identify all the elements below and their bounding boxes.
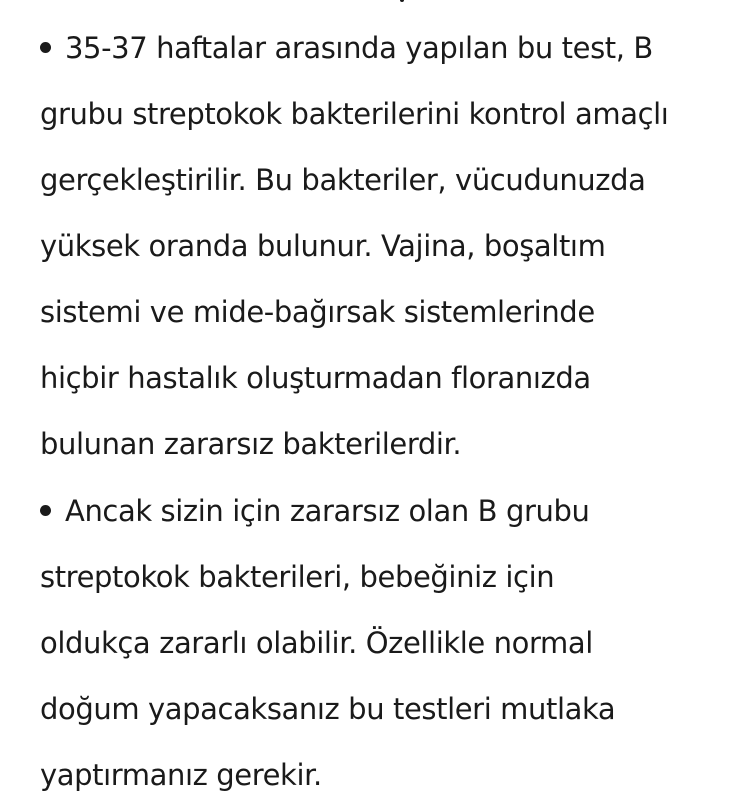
bullet-icon (40, 42, 51, 53)
paragraph-1-line-3: gerçekleştirilir. Bu bakteriler, vücudunuzda (40, 163, 646, 197)
paragraph-1-line-4: yüksek oranda bulunur. Vajina, boşaltım (40, 229, 606, 263)
paragraph-2-line-2: streptokok bakterileri, bebeğiniz için (40, 560, 555, 594)
paragraph-2-line-4: doğum yapacaksanız bu testleri mutlaka (40, 692, 616, 726)
bullet-icon (40, 505, 51, 516)
paragraph-1-line-1 (40, 15, 653, 81)
paragraph-2-line-5: yaptırmanız gerekir. (40, 758, 322, 792)
paragraph-1-line-5: sistemi ve mide-bağırsak sistemlerinde (40, 295, 595, 329)
line-text: 35-37 haftalar arasında yapılan bu test, B (65, 31, 653, 65)
paragraph-2-line-1 (40, 478, 589, 544)
paragraph-1-line-6: hiçbir hastalık oluşturmadan floranızda (40, 361, 591, 395)
paragraph-1-line-7: bulunan zararsız bakterilerdir. (40, 427, 462, 461)
line-text: Ancak sizin için zararsız olan B grubu (65, 494, 590, 528)
clipped-text-fragment (400, 0, 404, 2)
paragraph-1-line-2: grubu streptokok bakterilerini kontrol amaçlı (40, 97, 669, 131)
paragraph-2-line-3: oldukça zararlı olabilir. Özellikle normal (40, 626, 593, 660)
